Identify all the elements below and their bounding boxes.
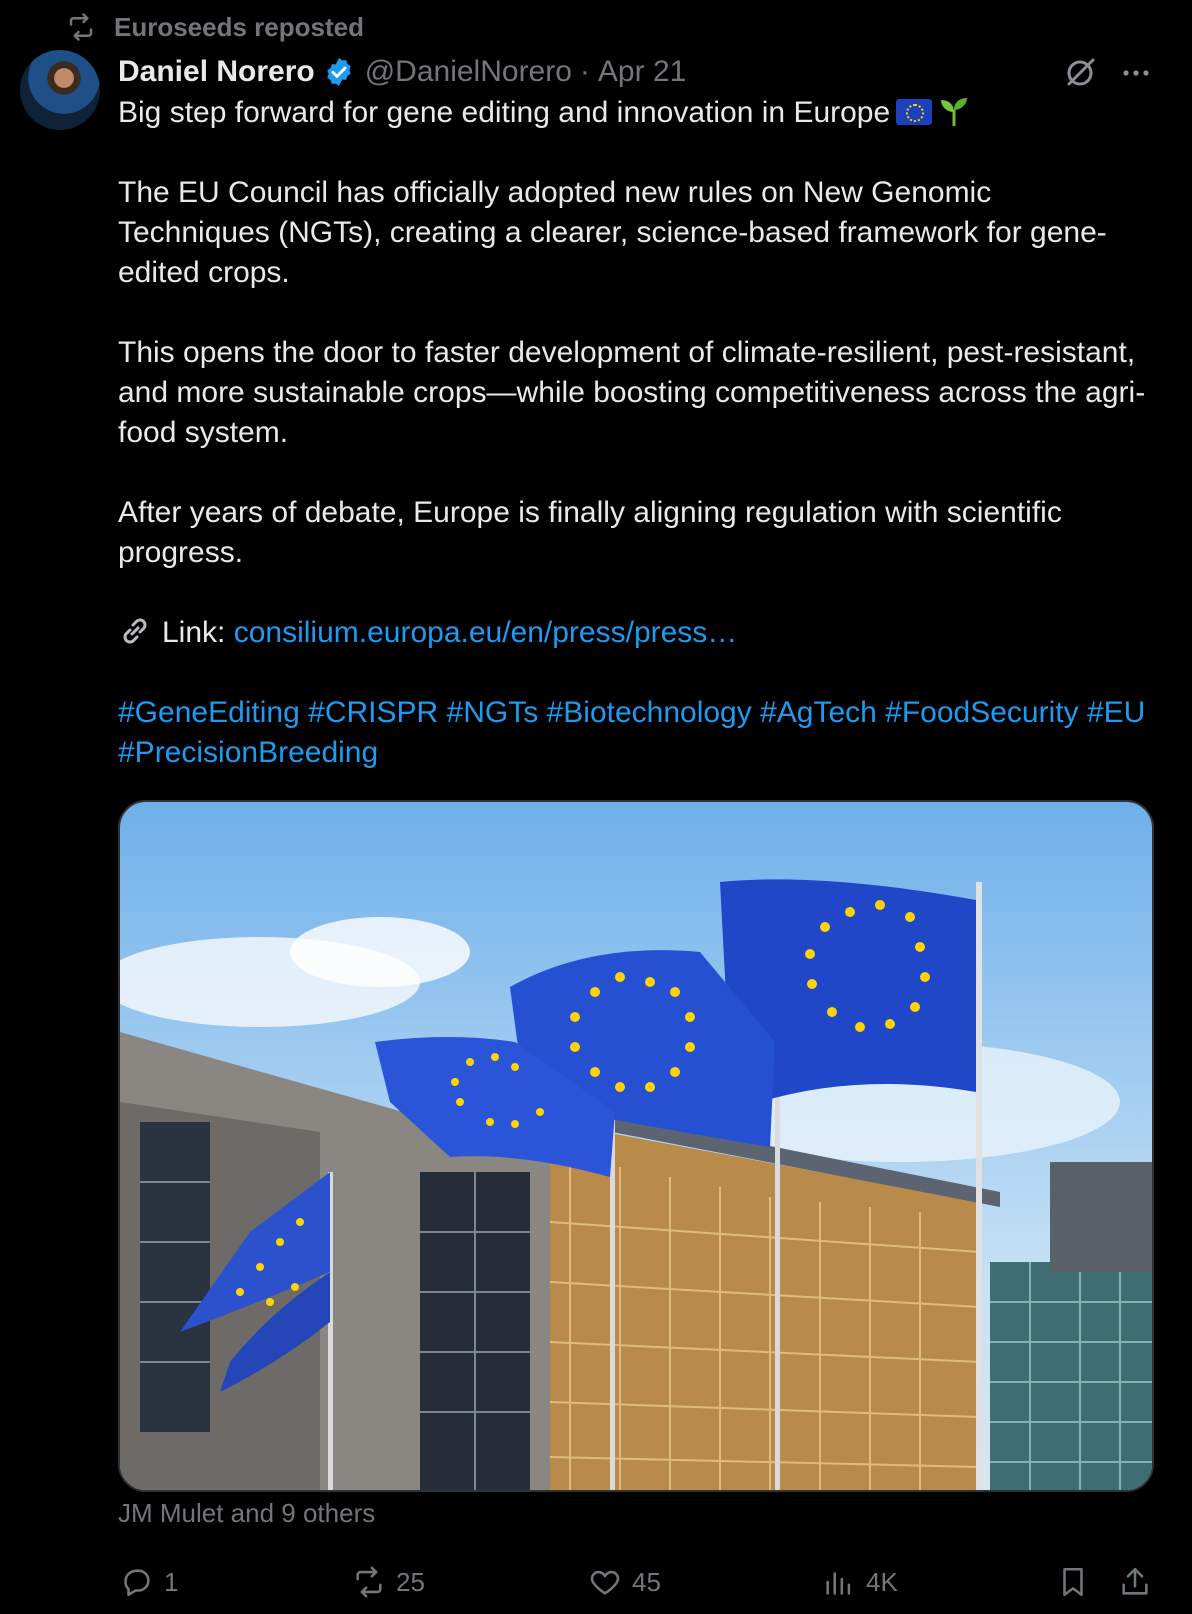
- hashtag-biotechnology[interactable]: #Biotechnology: [546, 696, 752, 729]
- grok-icon[interactable]: [1060, 52, 1100, 92]
- tweet-paragraph-2: The EU Council has officially adopted new rules on New Genomic Techniques (NGTs), creating a clearer, science-based framework for gene-edited crops.: [118, 176, 1107, 289]
- tweet-line-1: [118, 92, 1148, 133]
- liked-by-text[interactable]: JM Mulet and 9 others: [118, 1498, 376, 1528]
- views-button[interactable]: [822, 1560, 898, 1604]
- repost-indicator[interactable]: [66, 10, 364, 44]
- tweet-paragraph-4: After years of debate, Europe is finally aligning regulation with scientific progress.: [118, 496, 1062, 569]
- link-label: Link:: [162, 616, 226, 649]
- hashtag-gene-editing[interactable]: #GeneEditing: [118, 696, 300, 729]
- hashtag-list: [118, 693, 1148, 773]
- repost-label: Euroseeds reposted: [114, 11, 364, 42]
- like-button[interactable]: [588, 1560, 661, 1604]
- verified-badge-icon[interactable]: [323, 56, 355, 88]
- tweet-text: [118, 92, 1148, 773]
- bookmark-button[interactable]: [1056, 1560, 1100, 1604]
- tweet-link-line: [118, 613, 1148, 653]
- tweet-header: [118, 52, 686, 92]
- hashtag-eu[interactable]: #EU: [1086, 696, 1146, 729]
- like-count: 45: [632, 1566, 661, 1597]
- tweet-image[interactable]: [118, 800, 1154, 1492]
- post-date[interactable]: Apr 21: [597, 55, 687, 88]
- reply-icon: [120, 1565, 154, 1599]
- views-count: 4K: [866, 1566, 898, 1597]
- views-chart-icon: [822, 1565, 856, 1599]
- hashtag-agtech[interactable]: #AgTech: [760, 696, 877, 729]
- repost-button[interactable]: [352, 1560, 425, 1604]
- sprout-emoji-icon: [936, 92, 972, 128]
- heart-icon: [588, 1565, 622, 1599]
- hashtag-precision-breeding[interactable]: #PrecisionBreeding: [118, 736, 379, 769]
- press-link[interactable]: consilium.europa.eu/en/press/press…: [233, 616, 738, 649]
- separator-dot: ·: [579, 55, 590, 88]
- more-options-icon[interactable]: [1118, 58, 1154, 88]
- eu-flags-photo: [120, 802, 1152, 1490]
- hashtag-crispr[interactable]: #CRISPR: [308, 696, 439, 729]
- reply-button[interactable]: [120, 1560, 178, 1604]
- eu-flag-emoji-icon: [896, 99, 932, 125]
- hashtag-food-security[interactable]: #FoodSecurity: [885, 696, 1079, 729]
- reply-count: 1: [164, 1566, 179, 1597]
- repost-count: 25: [396, 1566, 425, 1597]
- share-button[interactable]: [1118, 1560, 1162, 1604]
- bookmark-icon: [1056, 1565, 1090, 1599]
- avatar[interactable]: [20, 50, 100, 130]
- share-icon: [1118, 1565, 1152, 1599]
- hashtag-ngts[interactable]: #NGTs: [446, 696, 539, 729]
- tweet-headline: Big step forward for gene editing and innovation in Europe: [118, 96, 891, 129]
- repost-icon: [66, 12, 96, 42]
- tweet-paragraph-3: This opens the door to faster development of climate-resilient, pest-resistant, and more sustainable crops—while boosting competitiveness across the agri-food system.: [118, 336, 1146, 449]
- author-handle[interactable]: @DanielNorero: [364, 55, 572, 88]
- author-name[interactable]: Daniel Norero: [118, 55, 315, 88]
- repost-icon: [352, 1565, 386, 1599]
- link-emoji-icon: [118, 614, 152, 648]
